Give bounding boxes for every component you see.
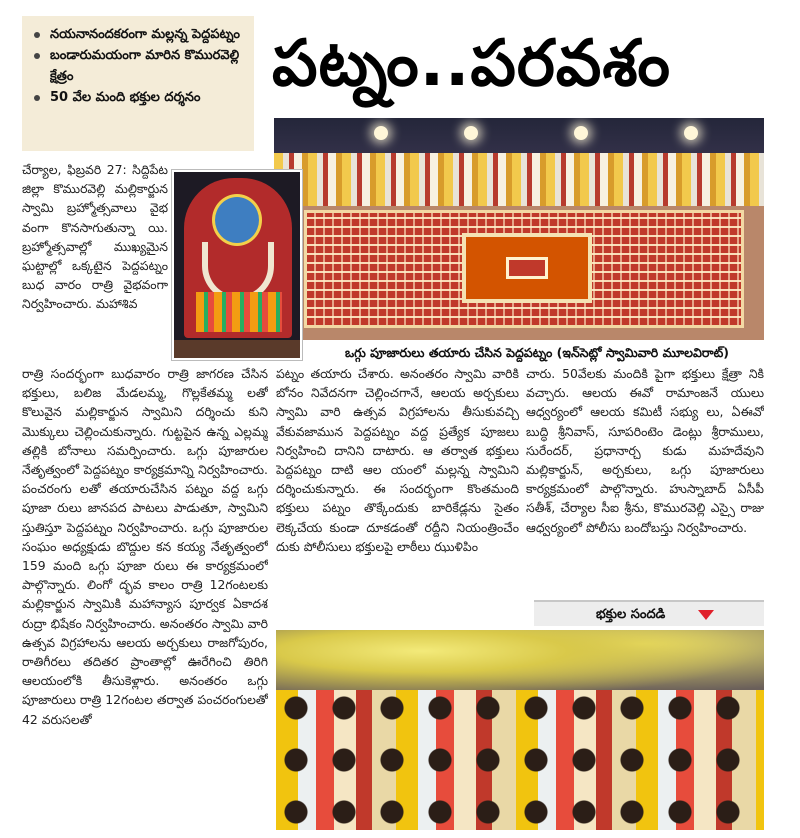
article-paragraph: పట్నం తయారు చేశారు. అనంతరం స్వామి వారికి బోనం నివేదనగా చెల్లించగానే, ఆలయ అర్చకులు స్వామి వారి ఉత్సవ విగ్రహాలను తీసుకువచ్చి వేకువజామున పెద్దపట్నం వద్ద ప్రత్యేక పూజలు నిర్వహించి దానిని దాటారు. ఆ తర్వాత భక్తులు పెద్దపట్నం దాటి ఆల యంలో మల్లన్న స్వామిని దర్శించుకున్నారు. ఈ సందర్భంగా కొంతమంది భక్తులు పట్నం తొక్కేందుకు బారికేడ్లను సైతం లెక్కచేయ కుండా దూకడంతో రద్దీని నియంత్రించేం దుకు పోలీసులు భక్తులపై లాఠీలు ఝుళిపిం bbox=[276, 366, 519, 554]
subhead-bar bbox=[534, 600, 764, 626]
article-paragraph: చారు. 50వేలకు మందికి పైగా భక్తులు క్షేత్రా నికి వచ్చారు. ఆలయ ఈవో రామాంజనే యులు ఆధ్వర్యంలో ఆలయ కమిటీ సభ్యు లు, ఏఈవో బుద్ధి శ్రీనివాస్, సూపరింటెం డెంట్లు శ్రీరాములు, సురేందర్, ప్రధానార్చ కుడు మహదేవుని మల్లికార్జున్, అర్చకులు, ఒగ్గు పూజారులు కార్యక్రమంలో పాల్గొన్నారు. హుస్నాబాద్ ఏసీపీ సతీశ్, చేర్యాల సీఐ శ్రీను, కొమురవెల్లి ఎస్సై రాజు ఆధ్వర్యంలో పోలీసు బందోబస్తు నిర్వహించారు. bbox=[526, 366, 764, 535]
article-paragraph: చేర్యాల, ఫిబ్రవరి 27: సిద్దిపేట జిల్లా కొమురవెల్లి మల్లికార్జున స్వామి బ్రహ్మోత్సవాలు వైభ వంగా కొనసాగుతున్నా యి. బ్రహ్మోత్సవాల్లో ముఖ్యమైన ఘట్టాల్లో ఒక్కటైన పెద్దపట్నం బుధ వారం రాత్రి వైభవంగా నిర్వహించారు. మహాశివ bbox=[22, 162, 168, 312]
photo-caption: ఒగ్గు పూజారులు తయారు చేసిన పెద్దపట్నం (ఇన్‌సెట్లో స్వామివారి మూలవిరాట్) bbox=[345, 345, 729, 360]
patnam-rangoli bbox=[304, 210, 744, 328]
article-column-3 bbox=[526, 364, 764, 590]
article-column-2 bbox=[276, 364, 519, 610]
red-triangle-icon bbox=[698, 610, 714, 620]
photo-devotees bbox=[276, 690, 764, 830]
deity-flowers bbox=[196, 292, 282, 332]
highlight-item: బండారుమయంగా మారిన కొమురవెల్లి క్షేత్రం bbox=[32, 45, 246, 87]
patnam-rangoli-inner bbox=[462, 233, 592, 303]
devotees-crowd-photo bbox=[276, 630, 764, 830]
subhead-label: భక్తుల సందడి bbox=[596, 607, 666, 622]
patnam-photo bbox=[274, 118, 764, 340]
photo-priests-row bbox=[274, 153, 764, 208]
patnam-rangoli-core bbox=[506, 257, 548, 279]
deity-base bbox=[174, 340, 300, 358]
headline: పట్నం..పరవశం bbox=[272, 27, 671, 101]
article-paragraph: రాత్రి సందర్భంగా బుధవారం రాత్రి జాగరణ చేసిన భక్తులు, బలిజ మేడలమ్మ, గొల్లకేతమ్మ లతో కొలువైన మల్లికార్జున స్వామిని దర్శించు కుని మొక్కులు చెల్లించుకున్నారు. గుట్టపైన ఉన్న ఎల్లమ్మ తల్లికి బోనాలు సమర్పించారు. ఒగ్గు పూజారుల నేతృత్వంలో పెద్దపట్నం కార్యక్రమాన్ని నిర్వహించారు. పంచరంగు లతో తయారుచేసిన పట్నం వద్ద ఒగ్గు పూజా రులు జానపద పాటలు పాడుతూ, స్వామిని స్తుతిస్తూ పెద్దపట్నం నిర్వహించారు. ఒగ్గు పూజారుల సంఘం అధ్యక్షుడు బొద్దుల కన కయ్య నేతృత్వంలో 159 మంది ఒగ్గు పూజా రులు ఈ కార్యక్రమంలో పాల్గొన్నారు. లింగో ద్భవ కాలం రాత్రి 12గంటలకు మల్లికార్జున స్వామికి మహాన్యాస పూర్వక ఏకాదశ రుద్రా భిషేకం నిర్వహించారు. అనంతరం స్వామి వారి ఉత్సవ విగ్రహాలను ఆలయ అర్చకులు రాజగోపురం, రాతిగీరలు తదితర ప్రాంతాల్లో ఊరేగించి తిరిగి ఆలయంలోకి తీసుకెళ్లారు. అనంతరం ఒగ్గు పూజారులు రాత్రి 12గంటల తర్వాత పంచరంగులతో 42 వరుసలతో bbox=[22, 366, 268, 727]
deity-face bbox=[212, 194, 262, 246]
article-intro bbox=[22, 160, 168, 358]
highlight-item: నయనానందకరంగా మల్లన్న పెద్దపట్నం bbox=[32, 24, 246, 45]
highlights-box bbox=[22, 16, 254, 151]
article-column-1 bbox=[22, 364, 268, 832]
deity-inset-photo bbox=[172, 170, 302, 360]
highlight-item: 50 వేల మంది భక్తుల దర్శనం bbox=[32, 87, 246, 108]
highlights-list bbox=[32, 24, 246, 108]
